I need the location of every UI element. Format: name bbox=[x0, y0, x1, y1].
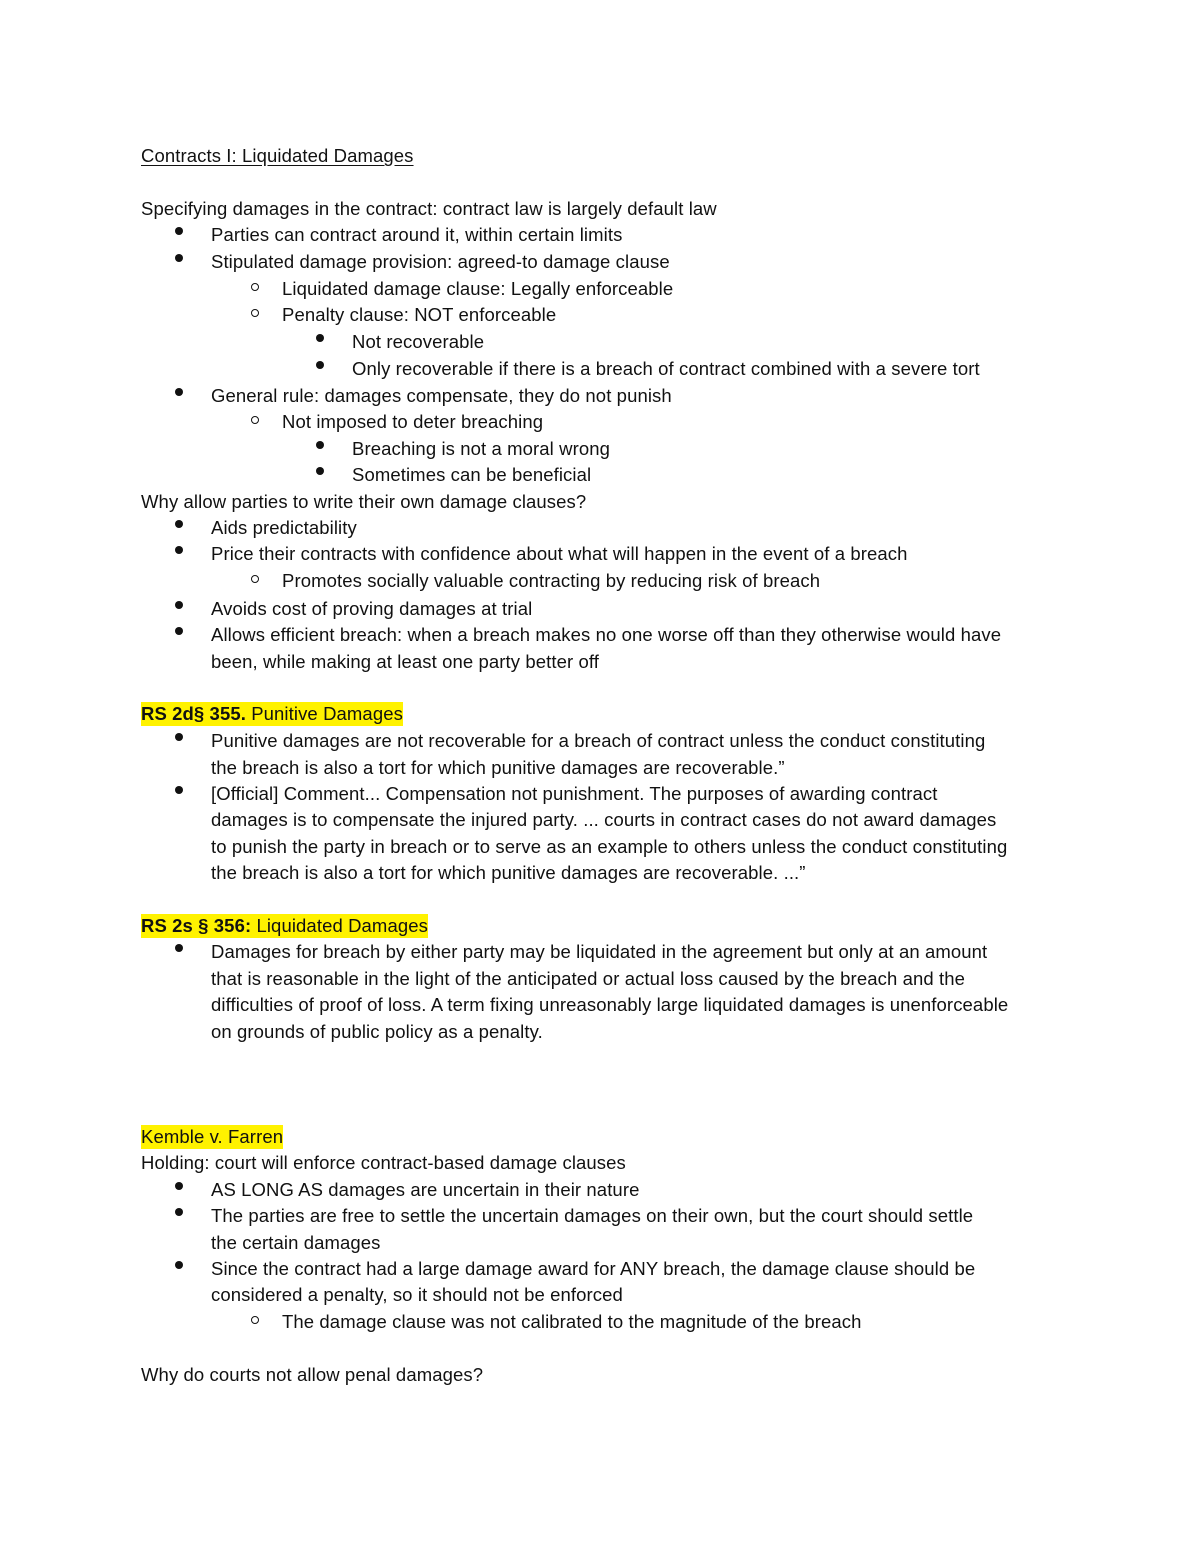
section-citation: RS 2s § 356: bbox=[141, 915, 252, 936]
circle-bullet-icon bbox=[251, 283, 259, 291]
page-title: Contracts I: Liquidated Damages bbox=[141, 145, 414, 166]
bullet-icon bbox=[175, 733, 183, 741]
list-item-continuation: been, while making at least one party better off bbox=[211, 651, 600, 672]
list-item-continuation: difficulties of proof of loss. A term fixing unreasonably large liquidated damages is unenforceable bbox=[211, 994, 1009, 1015]
bullet-icon bbox=[175, 254, 183, 262]
list-item-continuation: considered a penalty, so it should not be enforced bbox=[211, 1284, 623, 1305]
list-item: [Official] Comment... Compensation not punishment. The purposes of awarding contract bbox=[211, 783, 938, 804]
circle-bullet-icon bbox=[251, 1316, 259, 1324]
bullet-icon bbox=[175, 227, 183, 235]
list-item-continuation: to punish the party in breach or to serve as an example to others unless the conduct constituting bbox=[211, 836, 1008, 857]
section-heading-rs356 bbox=[141, 914, 428, 938]
section-citation: RS 2d§ 355. bbox=[141, 703, 246, 724]
list-item: Promotes socially valuable contracting by reducing risk of breach bbox=[282, 570, 821, 591]
list-item: Allows efficient breach: when a breach makes no one worse off than they otherwise would have bbox=[211, 624, 1002, 645]
closing-question: Why do courts not allow penal damages? bbox=[141, 1364, 484, 1385]
section-heading: Why allow parties to write their own damage clauses? bbox=[141, 491, 587, 512]
bullet-icon bbox=[316, 361, 324, 369]
list-item: AS LONG AS damages are uncertain in their nature bbox=[211, 1179, 640, 1200]
bullet-icon bbox=[175, 546, 183, 554]
list-item: Stipulated damage provision: agreed-to damage clause bbox=[211, 251, 670, 272]
list-item: General rule: damages compensate, they do not punish bbox=[211, 385, 672, 406]
list-item: Only recoverable if there is a breach of contract combined with a severe tort bbox=[352, 358, 980, 379]
list-item: Punitive damages are not recoverable for a breach of contract unless the conduct constituting bbox=[211, 730, 986, 751]
list-item: Not imposed to deter breaching bbox=[282, 411, 544, 432]
case-holding: Holding: court will enforce contract-based damage clauses bbox=[141, 1152, 626, 1173]
list-item: The damage clause was not calibrated to the magnitude of the breach bbox=[282, 1311, 862, 1332]
bullet-icon bbox=[175, 627, 183, 635]
list-item: Breaching is not a moral wrong bbox=[352, 438, 611, 459]
list-item-continuation: damages is to compensate the injured party. ... courts in contract cases do not award damages bbox=[211, 809, 997, 830]
case-heading: Kemble v. Farren bbox=[141, 1126, 284, 1147]
list-item: Damages for breach by either party may be liquidated in the agreement but only at an amount bbox=[211, 941, 988, 962]
list-item-continuation: that is reasonable in the light of the anticipated or actual loss caused by the breach and the bbox=[211, 968, 965, 989]
bullet-icon bbox=[175, 520, 183, 528]
circle-bullet-icon bbox=[251, 575, 259, 583]
list-item: Avoids cost of proving damages at trial bbox=[211, 598, 533, 619]
bullet-icon bbox=[175, 1182, 183, 1190]
bullet-icon bbox=[316, 441, 324, 449]
list-item: Sometimes can be beneficial bbox=[352, 464, 592, 485]
list-item: Liquidated damage clause: Legally enforceable bbox=[282, 278, 674, 299]
list-item: Not recoverable bbox=[352, 331, 485, 352]
list-item: The parties are free to settle the uncertain damages on their own, but the court should settle bbox=[211, 1205, 974, 1226]
bullet-icon bbox=[175, 786, 183, 794]
bullet-icon bbox=[316, 334, 324, 342]
circle-bullet-icon bbox=[251, 309, 259, 317]
list-item: Price their contracts with confidence about what will happen in the event of a breach bbox=[211, 543, 908, 564]
list-item-continuation: the breach is also a tort for which punitive damages are recoverable. ...” bbox=[211, 862, 806, 883]
intro-heading: Specifying damages in the contract: contract law is largely default law bbox=[141, 198, 717, 219]
section-heading-title: Punitive Damages bbox=[245, 703, 403, 724]
list-item-continuation: the breach is also a tort for which punitive damages are recoverable.” bbox=[211, 757, 785, 778]
circle-bullet-icon bbox=[251, 416, 259, 424]
section-heading-rs355 bbox=[141, 702, 403, 726]
list-item: Since the contract had a large damage award for ANY breach, the damage clause should be bbox=[211, 1258, 976, 1279]
bullet-icon bbox=[175, 944, 183, 952]
bullet-icon bbox=[175, 601, 183, 609]
bullet-icon bbox=[316, 467, 324, 475]
list-item: Penalty clause: NOT enforceable bbox=[282, 304, 557, 325]
section-heading-title: Liquidated Damages bbox=[251, 915, 428, 936]
list-item-continuation: on grounds of public policy as a penalty. bbox=[211, 1021, 543, 1042]
bullet-icon bbox=[175, 388, 183, 396]
bullet-icon bbox=[175, 1208, 183, 1216]
list-item: Aids predictability bbox=[211, 517, 357, 538]
list-item-continuation: the certain damages bbox=[211, 1232, 381, 1253]
bullet-icon bbox=[175, 1261, 183, 1269]
list-item: Parties can contract around it, within certain limits bbox=[211, 224, 623, 245]
